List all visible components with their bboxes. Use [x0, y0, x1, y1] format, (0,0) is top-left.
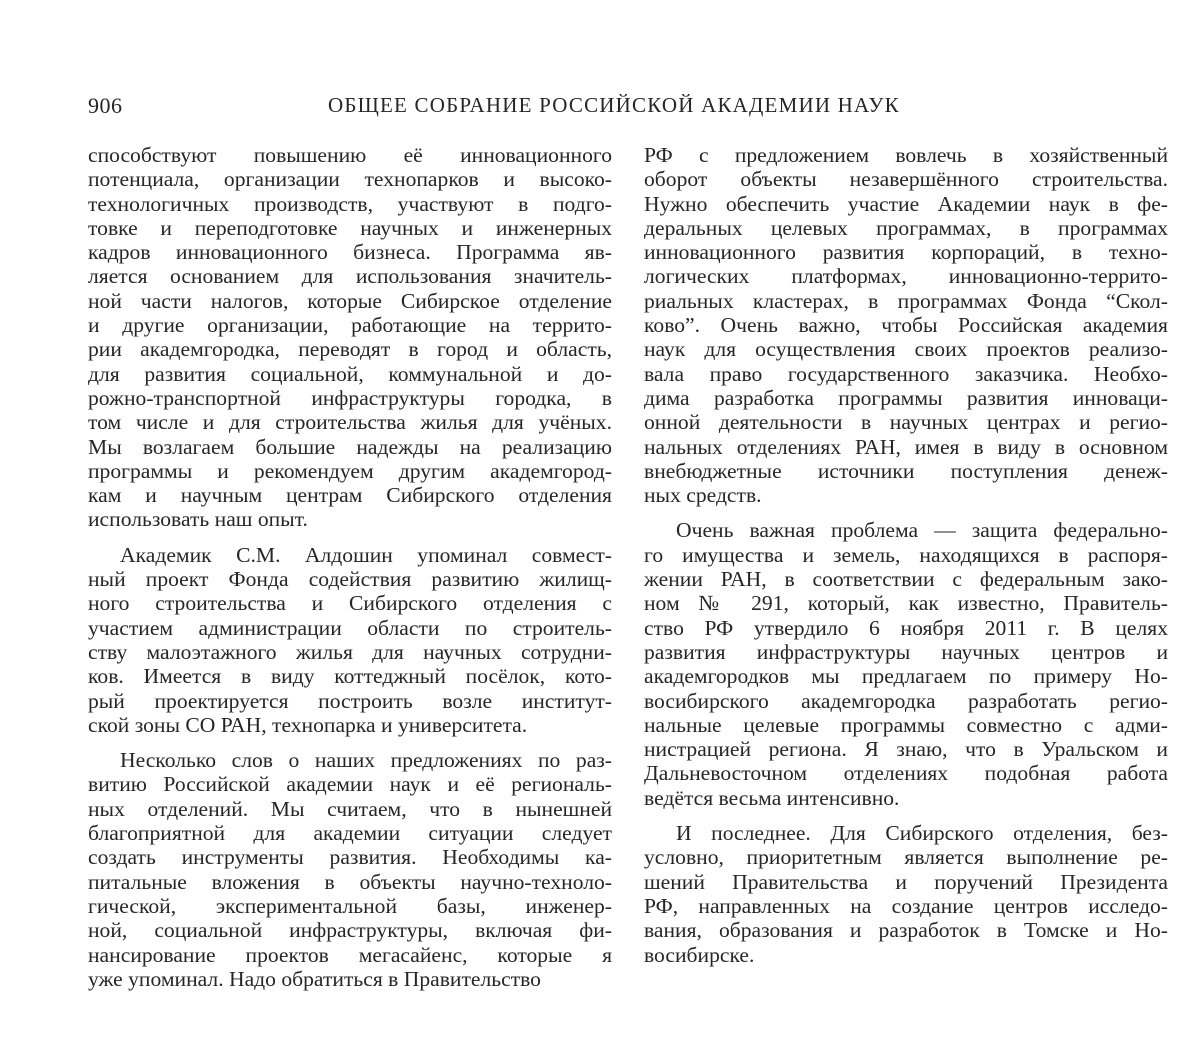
- text-line: рии академгородка, переводят в город и область,: [88, 337, 612, 362]
- text-line: благоприятной для академии ситуации следует: [88, 821, 612, 846]
- text-line: го имущества и земель, находящихся в распоря-: [644, 542, 1168, 567]
- text-line: И последнее. Для Сибирского отделения, без-: [676, 821, 1168, 846]
- text-line: ных средств.: [644, 483, 762, 508]
- right-column: [644, 143, 1168, 967]
- text-line: ково”. Очень важно, чтобы Российская академия: [644, 313, 1168, 338]
- text-line: том числе и для строительства жилья для учёных.: [88, 410, 612, 435]
- text-line: дима разработка программы развития инноваци-: [644, 385, 1168, 410]
- text-line: внебюджетные источники поступления денеж-: [644, 458, 1168, 483]
- text-line: ству малоэтажного жилья для научных сотрудни-: [88, 639, 612, 664]
- text-line: гической, экспериментальной базы, инженер-: [88, 893, 612, 918]
- text-line: Несколько слов о наших предложениях по раз-: [120, 748, 612, 773]
- text-line: вала право государственного заказчика. Необхо-: [644, 361, 1168, 386]
- text-line: Академик С.М. Алдошин упоминал совмест-: [120, 542, 612, 567]
- text-line: шений Правительства и поручений Президента: [644, 869, 1168, 894]
- page-header: [88, 93, 1168, 123]
- text-line: ной, социальной инфраструктуры, включая фи-: [88, 918, 612, 943]
- text-line: инновационного развития корпораций, в техно-: [644, 240, 1168, 265]
- text-line: технологичных производств, участвуют в подго-: [88, 191, 612, 216]
- text-line: ной части налогов, которые Сибирское отделение: [88, 288, 612, 313]
- text-line: Нужно обеспечить участие Академии наук в фе-: [644, 191, 1168, 216]
- text-line: Очень важная проблема — защита федерально-: [676, 518, 1168, 543]
- text-line: Дальневосточном отделениях подобная работа: [644, 761, 1168, 786]
- paragraph: [88, 543, 612, 737]
- text-line: РФ, направленных на создание центров исследо-: [644, 893, 1168, 918]
- text-line: ном № 291, который, как известно, Правитель-: [644, 591, 1168, 616]
- text-line: рожно-транспортной инфраструктуры городка, в: [88, 385, 612, 410]
- text-line: товке и переподготовке научных и инженерных: [88, 215, 612, 240]
- running-title: ОБЩЕЕ СОБРАНИЕ РОССИЙСКОЙ АКАДЕМИИ НАУК: [328, 93, 900, 117]
- text-line: восибирского академгородка разработать регио-: [644, 688, 1168, 713]
- paragraph: [88, 748, 612, 991]
- text-line: нансирование проектов мегасайенс, которые я: [88, 942, 612, 967]
- text-line: программы и рекомендуем другим академгород-: [88, 458, 612, 483]
- text-line: и другие организации, работающие на террито-: [88, 313, 612, 338]
- text-line: рый проектируется построить возле институт-: [88, 688, 612, 713]
- text-line: нистрацией региона. Я знаю, что в Уральском и: [644, 737, 1168, 762]
- text-line: ведётся весьма интенсивно.: [644, 785, 900, 810]
- text-line: логических платформах, инновационно-террито-: [644, 264, 1168, 289]
- text-line: оборот объекты незавершённого строительства.: [644, 167, 1168, 192]
- text-line: деральных целевых программах, в программах: [644, 215, 1168, 240]
- text-line: ного строительства и Сибирского отделения с: [88, 591, 612, 616]
- text-line: способствуют повышению её инновационного: [88, 143, 612, 167]
- text-line: жении РАН, в соответствии с федеральным зако-: [644, 567, 1168, 592]
- text-line: развития инфраструктуры научных центров и: [644, 639, 1168, 664]
- paragraph: [644, 143, 1168, 507]
- text-line: создать инструменты развития. Необходимы ка-: [88, 845, 612, 870]
- text-line: витию Российской академии наук и её региональ-: [88, 772, 612, 797]
- text-line: наук для осуществления своих проектов реализо-: [644, 337, 1168, 362]
- text-line: нальные целевые программы совместно с адми-: [644, 712, 1168, 737]
- text-line: ство РФ утвердило 6 ноября 2011 г. В целях: [644, 615, 1168, 640]
- text-line: ской зоны СО РАН, технопарка и университета.: [88, 712, 528, 737]
- text-line: ных отделений. Мы считаем, что в нынешней: [88, 796, 612, 821]
- text-line: кам и научным центрам Сибирского отделения: [88, 483, 612, 508]
- text-line: нальных отделениях РАН, имея в виду в основном: [644, 434, 1168, 459]
- text-line: онной деятельности в научных центрах и регио-: [644, 410, 1168, 435]
- text-line: кадров инновационного бизнеса. Программа яв-: [88, 240, 612, 265]
- text-line: ляется основанием для использования значитель-: [88, 264, 612, 289]
- text-line: потенциала, организации технопарков и высоко-: [88, 167, 612, 192]
- paragraph: [644, 518, 1168, 810]
- paragraph: [88, 143, 612, 532]
- text-line: восибирске.: [644, 942, 755, 967]
- text-line: участием администрации области по строитель-: [88, 615, 612, 640]
- text-line: риальных кластерах, в программах Фонда “Скол-: [644, 288, 1168, 313]
- text-line: РФ с предложением вовлечь в хозяйственный: [644, 143, 1168, 167]
- text-line: питальные вложения в объекты научно-техноло-: [88, 869, 612, 894]
- text-line: ков. Имеется в виду коттеджный посёлок, кото-: [88, 664, 612, 689]
- left-column: [88, 143, 612, 991]
- text-line: условно, приоритетным является выполнение ре-: [644, 845, 1168, 870]
- text-line: академгородков мы предлагаем по примеру Но-: [644, 664, 1168, 689]
- text-line: ный проект Фонда содействия развитию жилищ-: [88, 567, 612, 592]
- paragraph: [644, 821, 1168, 967]
- text-line: вания, образования и разработок в Томске и Но-: [644, 918, 1168, 943]
- text-line: для развития социальной, коммунальной и до-: [88, 361, 612, 386]
- text-line: использовать наш опыт.: [88, 507, 308, 532]
- page-number: 906: [88, 93, 123, 118]
- text-line: Мы возлагаем большие надежды на реализацию: [88, 434, 612, 459]
- text-line: уже упоминал. Надо обратиться в Правительство: [88, 966, 541, 991]
